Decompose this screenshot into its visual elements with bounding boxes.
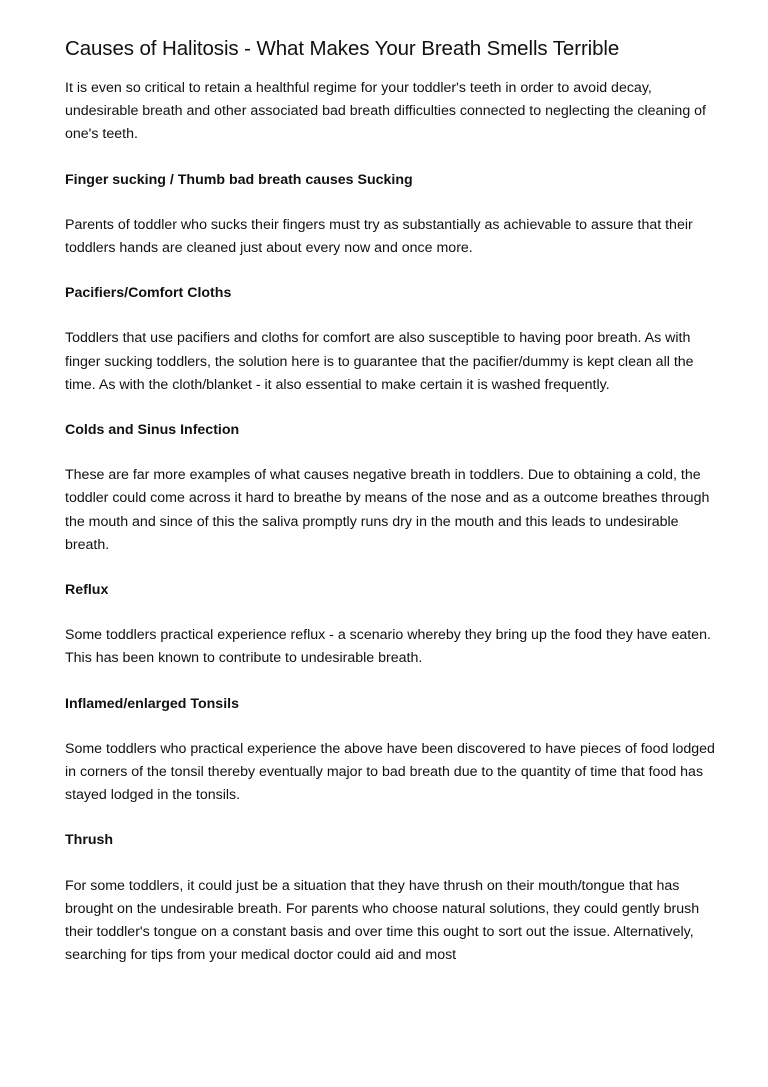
paragraph-colds-sinus: These are far more examples of what causes negative breath in toddlers. Due to obtaining a cold, the toddler could come across it hard to breathe by means of the nose and as a outcome breathes through the mouth and since of this the saliva promptly runs dry in the mouth and this leads to undesirable breath. — [65, 467, 710, 553]
paragraph-finger-sucking: Parents of toddler who sucks their fingers must try as substantially as achievable to assure that their toddlers hands are cleaned just about every now and once more. — [65, 216, 693, 257]
document-title: Causes of Halitosis - What Makes Your Breath Smells Terrible — [65, 37, 620, 60]
heading-pacifiers: Pacifiers/Comfort Cloths — [65, 285, 232, 302]
heading-tonsils: Inflamed/enlarged Tonsils — [65, 695, 239, 712]
heading-finger-sucking: Finger sucking / Thumb bad breath causes Sucking — [65, 171, 413, 188]
document-page — [65, 38, 715, 989]
heading-reflux: Reflux — [65, 582, 109, 599]
heading-thrush: Thrush — [65, 832, 114, 849]
heading-colds-sinus: Colds and Sinus Infection — [65, 422, 240, 439]
paragraph-thrush: For some toddlers, it could just be a situation that they have thrush on their mouth/tongue that has brought on the undesirable breath. For parents who choose natural solutions, they could gently brush their toddler's tongue on a constant basis and over time this ought to sort out the issue. Alternatively, searching for tips from your medical doctor could aid and most — [65, 877, 700, 964]
paragraph-pacifiers: Toddlers that use pacifiers and cloths for comfort are also susceptible to having poor breath. As with finger sucking toddlers, the solution here is to guarantee that the pacifier/dummy is kept clean all the time. As with the cloth/blanket - it also essential to make certain it is washed frequently. — [65, 330, 694, 393]
paragraph-tonsils: Some toddlers who practical experience the above have been discovered to have pieces of food lodged in corners of the tonsil thereby eventually major to bad breath due to the quantity of time that food has stayed lodged in the tonsils. — [65, 740, 715, 804]
paragraph-reflux: Some toddlers practical experience reflux - a scenario whereby they bring up the food they have eaten. This has been known to contribute to undesirable breath. — [65, 627, 711, 667]
intro-paragraph: It is even so critical to retain a healthful regime for your toddler's teeth in order to avoid decay, undesirable breath and other associated bad breath difficulties connected to neglecting the cleaning of one's teeth. — [65, 80, 706, 143]
